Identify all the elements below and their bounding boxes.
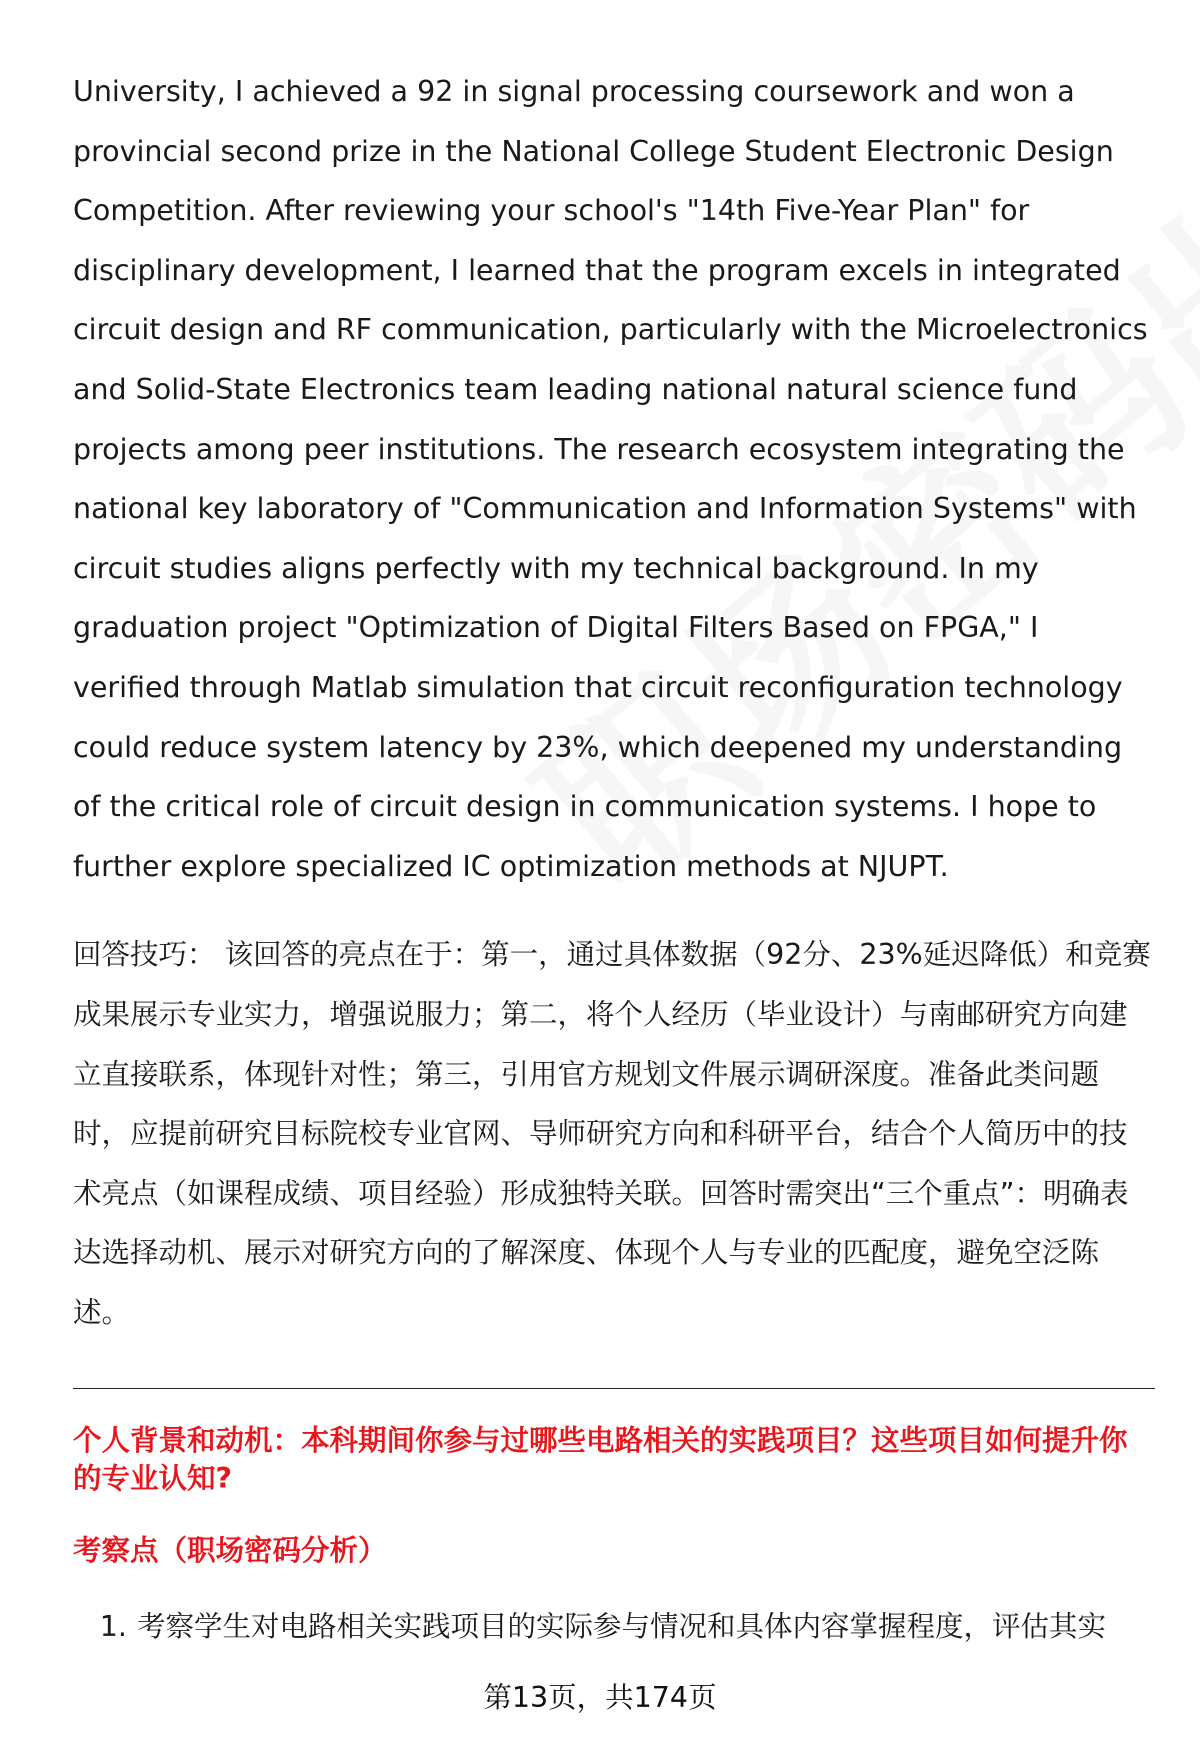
list-item [73,1608,1155,1646]
page-content [73,62,1155,1646]
section-divider [73,1388,1155,1389]
answer-paragraph: University, I achieved a 92 in signal processing coursework and won a provincial second prize in the National College Student Electronic Design Competition. After reviewing your school's "14th Five-Year Plan" for disciplinary development, I learned that the program excels in integrated circuit design and RF communication, particularly with the Microelectronics and Solid-State Electronics team leading national natural science fund projects among peer institutions. The research ecosystem integrating the national key laboratory of "Communication and Information Systems" with circuit studies aligns perfectly with my technical background. In my graduation project "Optimization of Digital Filters Based on FPGA," I verified through Matlab simulation that circuit reconfiguration technology could reduce system latency by 23%, which deepened my understanding of the critical role of circuit design in communication systems. I hope to further explore specialized IC optimization methods at NJUPT. [73,75,1148,883]
page-footer: 第13页，共174页 [483,1681,717,1714]
tip-text: 该回答的亮点在于：第一，通过具体数据（92分、23%延迟降低）和竞赛成果展示专业实力，增强说服力；第二，将个人经历（毕业设计）与南邮研究方向建立直接联系，体现针对性；第三，引用官方规划文件展示调研深度。准备此类问题时，应提前研究目标院校专业官网、导师研究方向和科研平台，结合个人简历中的技术亮点（如课程成绩、项目经验）形成独特关联。回答时需突出“三个重点”：明确表达选择动机、展示对研究方向的了解深度、体现个人与专业的匹配度，避免空泛陈述。 [73,938,1151,1329]
section-title: 考察点（职场密码分析） [73,1534,387,1568]
question-heading: 个人背景和动机：本科期间你参与过哪些电路相关的实践项目？这些项目如何提升你的专业认知? [73,1424,1128,1496]
points-list [73,1608,1155,1646]
tip-paragraph [73,925,1155,1342]
list-item-number: 1. [99,1610,127,1644]
list-item-text: 考察学生对电路相关实践项目的实际参与情况和具体内容掌握程度，评估其实 [137,1610,1107,1644]
tip-label: 回答技巧： [73,938,216,972]
